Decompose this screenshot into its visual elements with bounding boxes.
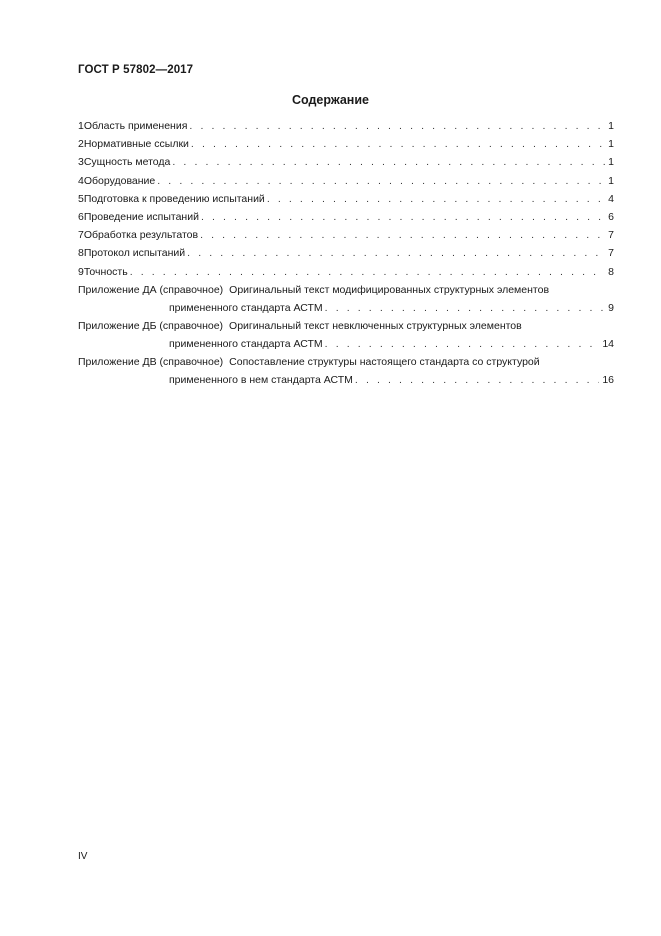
toc-entry-page: 1 xyxy=(608,156,614,169)
toc-entry-label: Оборудование xyxy=(83,174,156,187)
annex-label: Приложение ДА (справочное) xyxy=(78,283,224,296)
toc-entry-label: Проведение испытаний xyxy=(83,210,199,223)
annex-page: 14 xyxy=(602,337,614,350)
toc-entry[interactable] xyxy=(78,120,614,138)
table-of-contents xyxy=(78,120,614,392)
annex-page: 16 xyxy=(602,374,614,387)
dot-leader xyxy=(189,120,605,132)
page-number: IV xyxy=(78,851,88,862)
toc-entry[interactable] xyxy=(78,193,614,211)
toc-entry-label: Нормативные ссылки xyxy=(83,138,189,151)
dot-leader xyxy=(355,374,599,386)
annex-page: 9 xyxy=(608,301,614,314)
toc-entry[interactable] xyxy=(78,229,614,247)
toc-entry-page: 7 xyxy=(608,247,614,260)
toc-entry-label: Подготовка к проведению испытаний xyxy=(83,192,265,205)
toc-entry-number: 4 xyxy=(78,174,84,187)
toc-entry[interactable] xyxy=(78,266,614,284)
toc-entry-number: 9 xyxy=(78,265,84,278)
toc-entry-page: 7 xyxy=(608,229,614,242)
dot-leader xyxy=(187,247,605,259)
toc-entry-label: Область применения xyxy=(83,120,188,132)
annex-title-line2: примененного в нем стандарта АСТМ xyxy=(169,374,353,387)
toc-entry-number: 6 xyxy=(78,210,84,223)
standard-designation: ГОСТ Р 57802—2017 xyxy=(78,64,194,76)
toc-entry[interactable] xyxy=(78,211,614,229)
toc-entry-label: Сущность метода xyxy=(83,156,171,169)
toc-entry-number: 5 xyxy=(78,192,84,205)
annex-label: Приложение ДБ (справочное) xyxy=(78,319,224,332)
toc-entry-page: 8 xyxy=(608,265,614,278)
dot-leader xyxy=(201,211,605,223)
toc-entry-number: 1 xyxy=(78,120,84,132)
toc-entry[interactable] xyxy=(78,175,614,193)
dot-leader xyxy=(157,175,605,187)
toc-entry-label: Обработка результатов xyxy=(83,229,199,242)
annex-title-line1: Сопоставление структуры настоящего стандарта со структурой xyxy=(229,356,540,369)
dot-leader xyxy=(172,156,605,168)
toc-entry-page: 6 xyxy=(608,210,614,223)
annex-title-line2: примененного стандарта АСТМ xyxy=(169,337,323,350)
annex-title-line1: Оригинальный текст невключенных структурных элементов xyxy=(229,319,522,332)
dot-leader xyxy=(130,266,605,278)
toc-entry[interactable] xyxy=(78,138,614,156)
toc-entry-number: 3 xyxy=(78,156,84,169)
dot-leader xyxy=(267,193,605,205)
annex-entry[interactable] xyxy=(78,284,614,320)
toc-entry-number: 2 xyxy=(78,138,84,151)
dot-leader xyxy=(325,338,600,350)
toc-entry-page: 1 xyxy=(608,120,614,132)
toc-entry-number: 7 xyxy=(78,229,84,242)
toc-entry-page: 4 xyxy=(608,192,614,205)
toc-entry-page: 1 xyxy=(608,138,614,151)
dot-leader xyxy=(325,302,606,314)
toc-entry-label: Протокол испытаний xyxy=(83,247,186,260)
toc-entry-label: Точность xyxy=(83,265,128,278)
page-title: Содержание xyxy=(291,93,369,107)
annex-label: Приложение ДВ (справочное) xyxy=(78,356,224,369)
dot-leader xyxy=(200,229,605,241)
toc-entry-number: 8 xyxy=(78,247,84,260)
annex-entry[interactable] xyxy=(78,356,614,392)
toc-entry[interactable] xyxy=(78,156,614,174)
toc-entry-page: 1 xyxy=(608,174,614,187)
dot-leader xyxy=(191,138,605,150)
annex-entry[interactable] xyxy=(78,320,614,356)
annex-title-line1: Оригинальный текст модифицированных структурных элементов xyxy=(229,283,550,296)
annex-title-line2: примененного стандарта АСТМ xyxy=(169,301,323,314)
toc-entry[interactable] xyxy=(78,247,614,265)
